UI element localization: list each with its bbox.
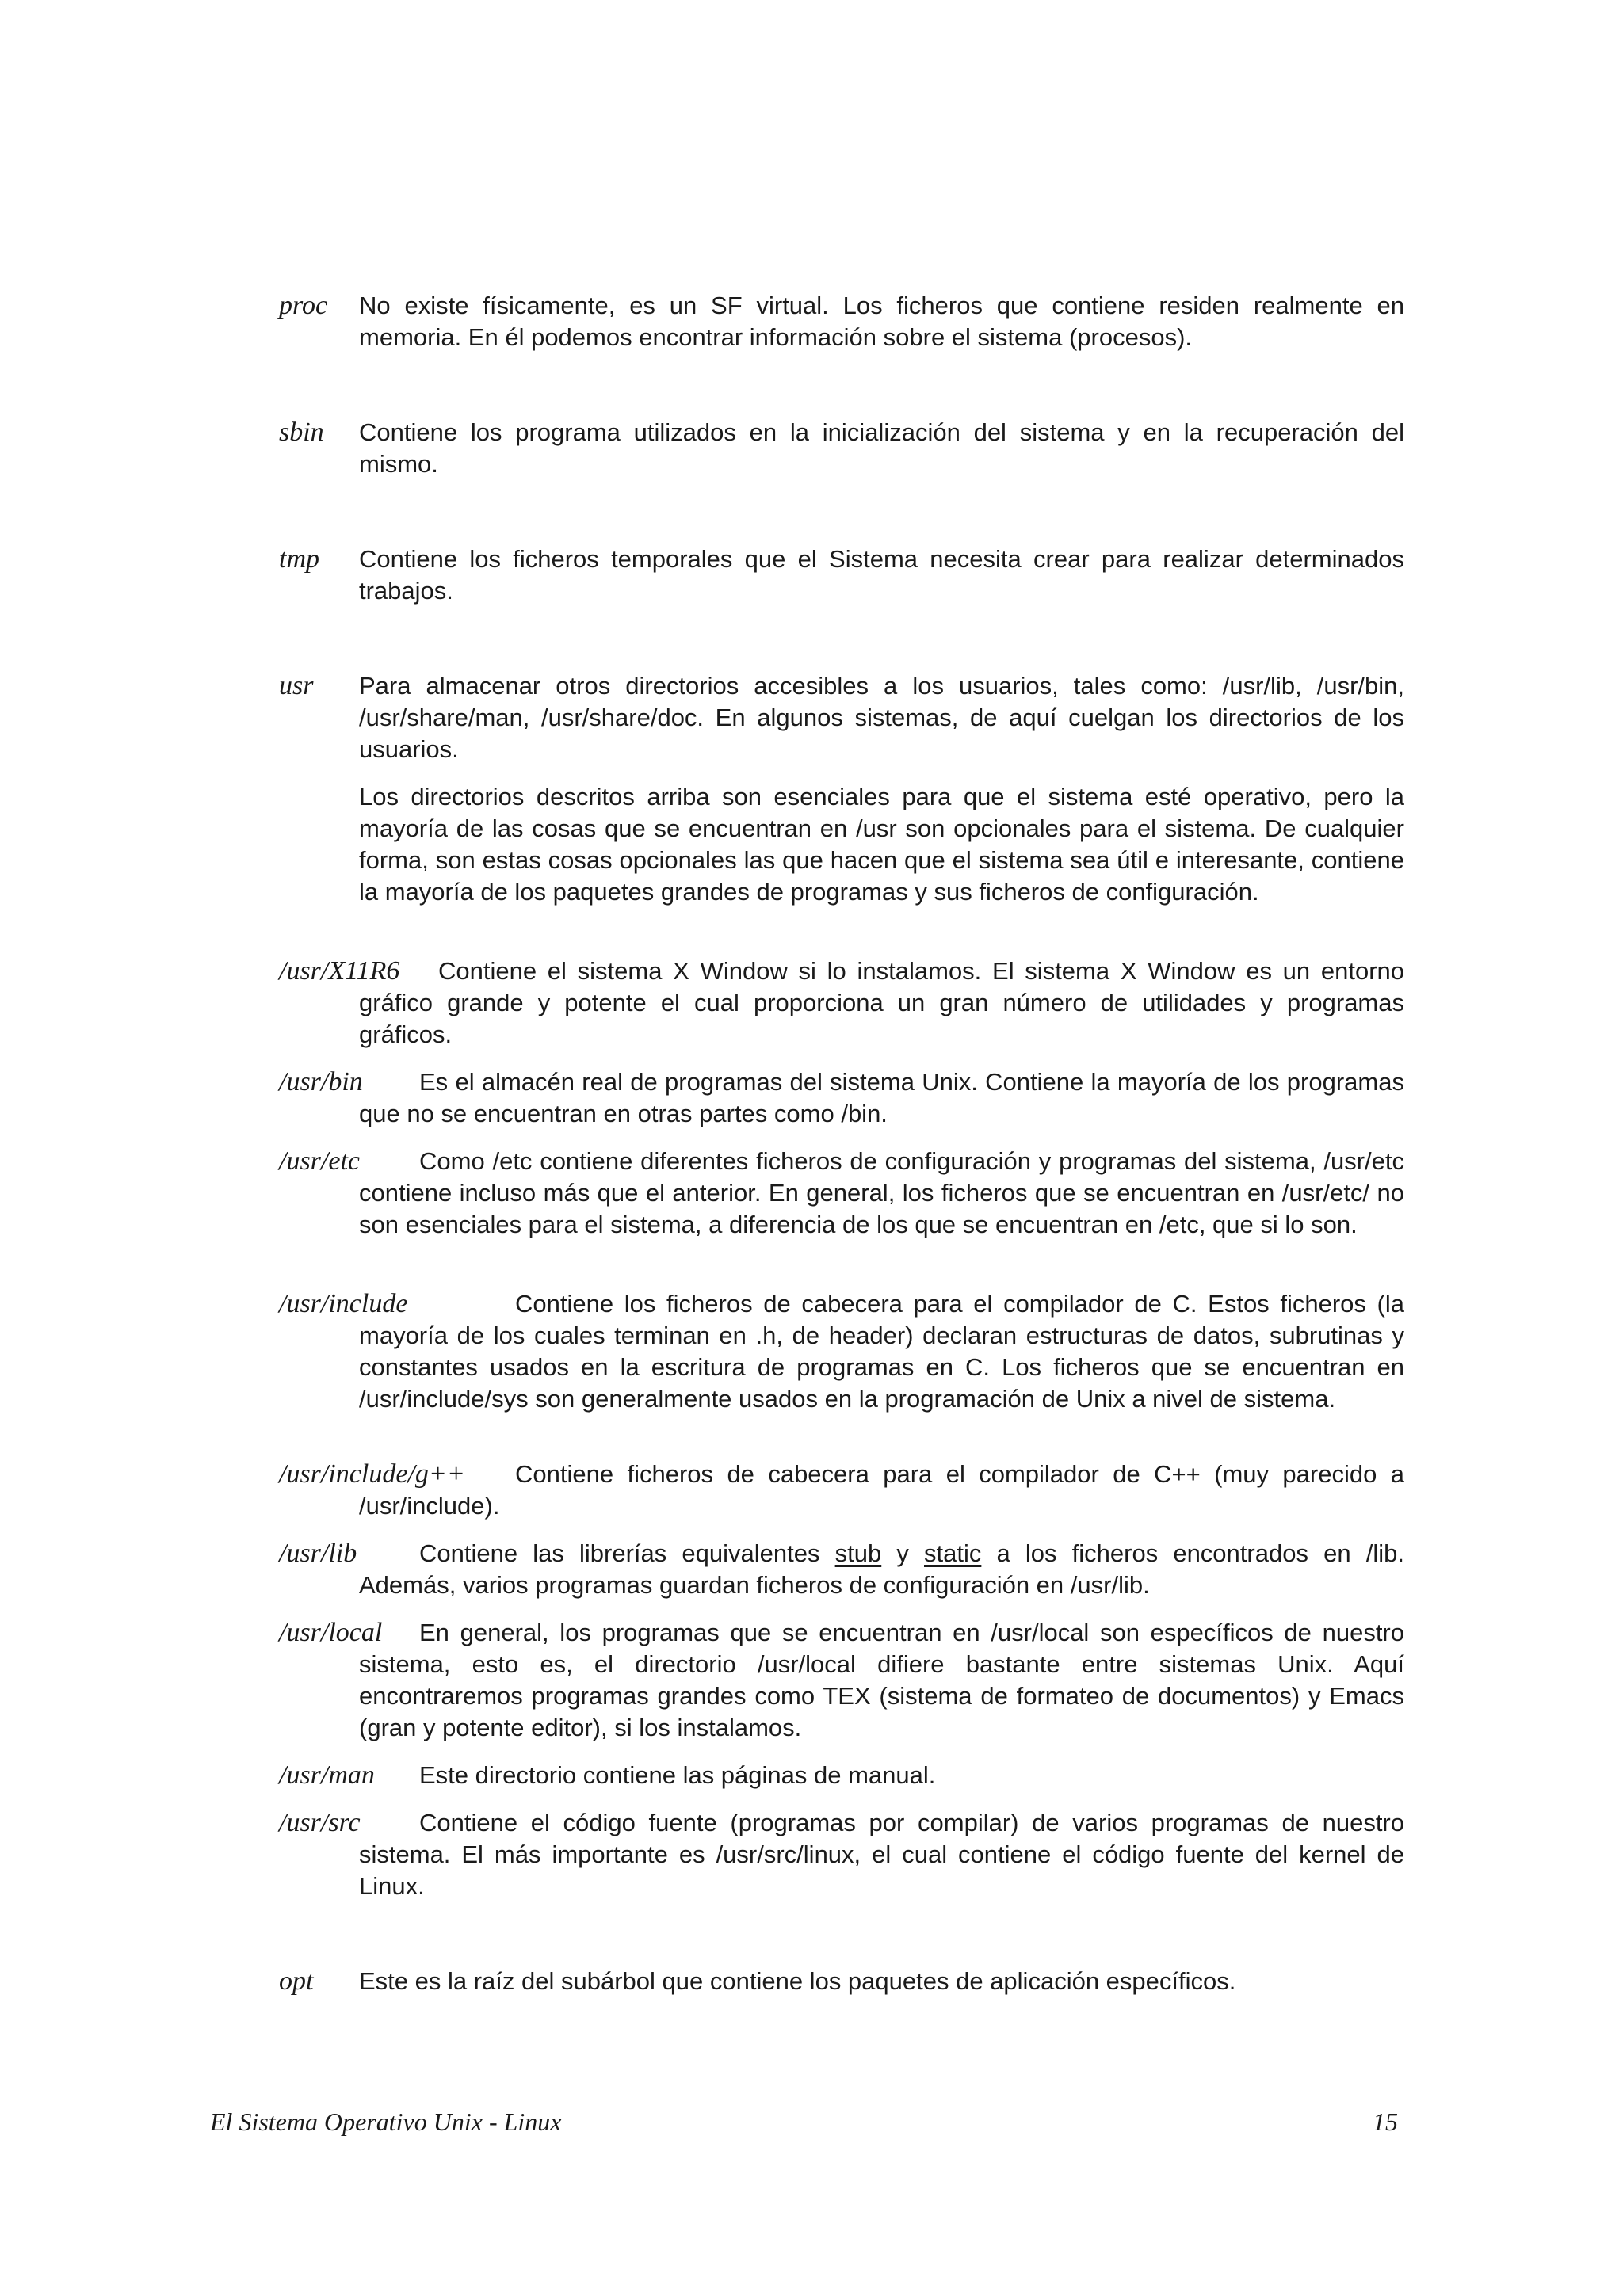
page-number: 15: [1373, 2107, 1398, 2136]
desc-sbin: Contiene los programa utilizados en la inicialización del sistema y en la recuperación del mismo.: [359, 418, 1404, 478]
desc-proc: No existe físicamente, es un SF virtual. Los ficheros que contiene residen realmente en memoria. En él podemos encontrar información sobre el sistema (procesos).: [359, 292, 1404, 351]
static-link[interactable]: static: [924, 1539, 982, 1567]
desc-usr-lib-text-before: Contiene las librerías equivalentes: [419, 1539, 820, 1567]
stub-link[interactable]: stub: [834, 1539, 882, 1567]
term-usr-include-gpp: /usr/include/g++: [279, 1459, 465, 1489]
desc-usr-local: En general, los programas que se encuentran en /usr/local son específicos de nuestro sistema, esto es, el directorio /usr/local difiere bastante entre sistemas Unix. Aquí encontraremos programas grandes como TEX (sistema de formateo de documentos) y Emacs (gran y potente editor), si los instalamos.: [359, 1619, 1404, 1741]
desc-usr-lib: [359, 1538, 1404, 1601]
term-proc: proc: [279, 291, 328, 320]
desc-usr-paragraph-2: Los directorios descritos arriba son esenciales para que el sistema esté operativo, pero la mayoría de las cosas que se encuentran en /usr son opcionales para el sistema. De cualquier forma, son estas cosas opcionales las que hacen que el sistema sea útil e interesante, contiene la mayoría de los paquetes grandes de programas y sus ficheros de configuración.: [359, 783, 1404, 906]
term-usr-local: /usr/local: [279, 1618, 383, 1647]
desc-usr-man: Este directorio contiene las páginas de manual.: [419, 1761, 936, 1789]
term-opt: opt: [279, 1966, 314, 1996]
term-usr: usr: [279, 671, 314, 700]
desc-usr-lib-conj: y: [896, 1539, 909, 1567]
desc-usr: Para almacenar otros directorios accesibles a los usuarios, tales como: /usr/lib, /usr/bin, /usr/share/man, /usr/share/doc. En algunos sistemas, de aquí cuelgan los directorios de los usuarios.: [359, 672, 1404, 763]
desc-usr-include-gpp: Contiene ficheros de cabecera para el compilador de C++ (muy parecido a /usr/include).: [359, 1460, 1404, 1520]
term-usr-bin: /usr/bin: [279, 1067, 363, 1097]
desc-usr-etc: Como /etc contiene diferentes ficheros de configuración y programas del sistema, /usr/etc contiene incluso más que el anterior. En general, los ficheros que se encuentran en /usr/etc/ no son esenciales para el sistema, a diferencia de los que se encuentran en /etc, que si lo son.: [359, 1147, 1404, 1238]
desc-usr-bin: Es el almacén real de programas del sistema Unix. Contiene la mayoría de los programas que no se encuentran en otras partes como /bin.: [359, 1068, 1404, 1127]
desc-tmp: Contiene los ficheros temporales que el Sistema necesita crear para realizar determinados trabajos.: [359, 545, 1404, 605]
desc-usr-src: Contiene el código fuente (programas por compilar) de varios programas de nuestro sistema. El más importante es /usr/src/linux, el cual contiene el código fuente del kernel de Linux.: [359, 1809, 1404, 1900]
desc-opt: Este es la raíz del subárbol que contiene los paquetes de aplicación específicos.: [359, 1967, 1236, 1995]
term-tmp: tmp: [279, 544, 319, 574]
desc-usr-lib-text-after: a los ficheros encontrados en /lib. Además, varios programas guardan ficheros de configuración en /usr/lib.: [359, 1539, 1404, 1599]
desc-usr-x11r6: Contiene el sistema X Window si lo instalamos. El sistema X Window es un entorno gráfico grande y potente el cual proporciona un gran número de utilidades y programas gráficos.: [359, 957, 1404, 1048]
term-usr-etc: /usr/etc: [279, 1146, 360, 1176]
term-usr-man: /usr/man: [279, 1760, 375, 1790]
term-usr-include: /usr/include: [279, 1289, 408, 1318]
term-usr-lib: /usr/lib: [279, 1539, 357, 1568]
term-usr-src: /usr/src: [279, 1808, 361, 1837]
desc-usr-include: Contiene los ficheros de cabecera para el compilador de C. Estos ficheros (la mayoría de los cuales terminan en .h, de header) declaran estructuras de datos, subrutinas y constantes usados en la escritura de programas en C. Los ficheros que se encuentran en /usr/include/sys son generalmente usados en la programación de Unix a nivel de sistema.: [359, 1290, 1404, 1413]
term-usr-x11r6: /usr/X11R6: [279, 956, 400, 986]
term-sbin: sbin: [279, 418, 324, 447]
footer-title: El Sistema Operativo Unix - Linux: [210, 2107, 562, 2136]
